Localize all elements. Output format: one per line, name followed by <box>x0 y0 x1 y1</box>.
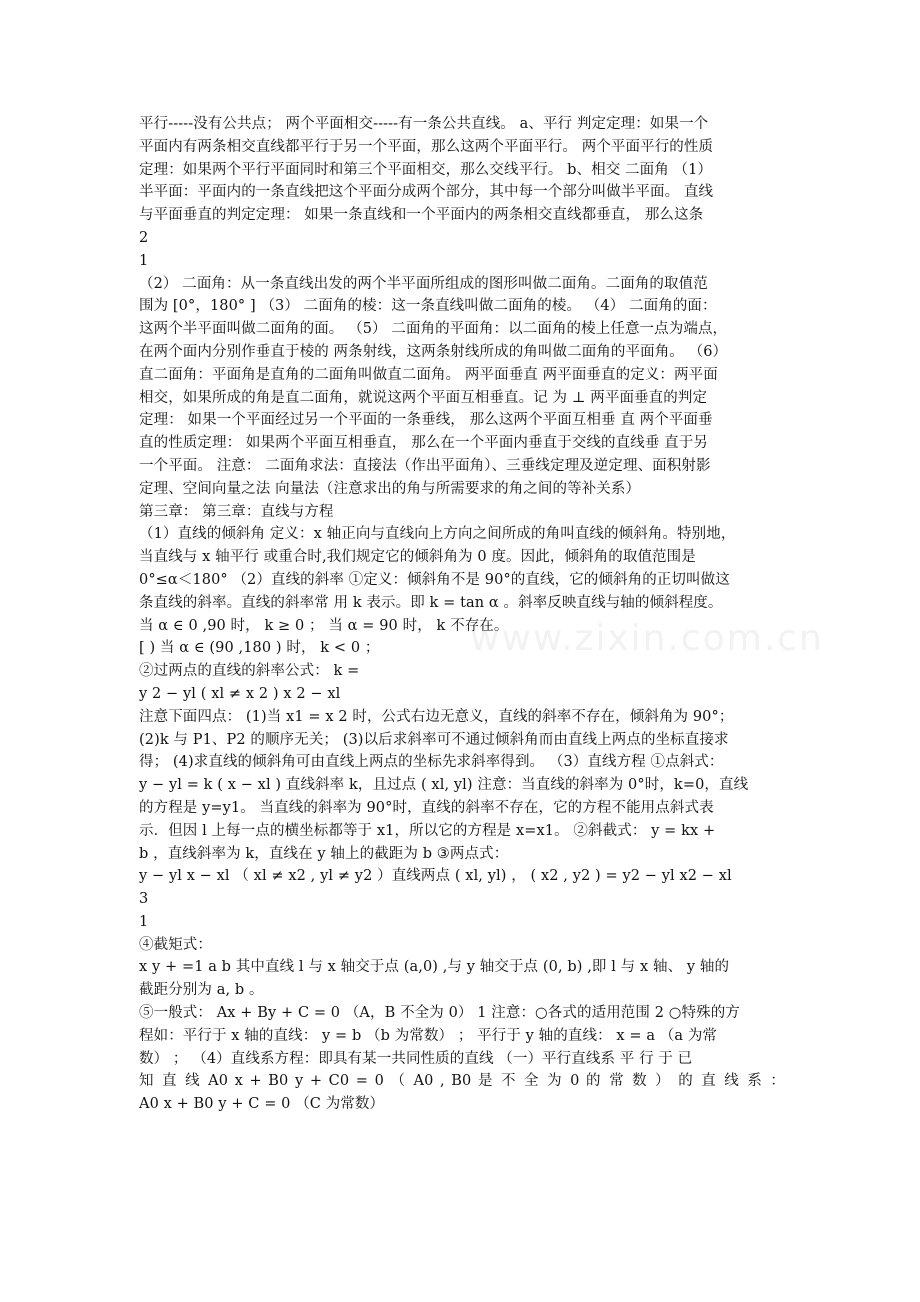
text-line: y − yl x − xl （ xl ≠ x2 , yl ≠ y2 ）直线两点 ( xl, yl) ， ( x2 , y2 ) = y2 − yl x2 − xl <box>139 868 732 885</box>
text-line: 这两个半平面叫做二面角的面。 （5） 二面角的平面角：以二面角的棱上任意一点为端点， <box>139 321 728 338</box>
text-line: 截距分别为 a, b 。 <box>139 982 264 999</box>
text-line: 1 <box>139 913 149 930</box>
text-line: 在两个面内分别作垂直于棱的 两条射线，这两条射线所成的角叫做二面角的平面角。 （6） <box>139 343 728 360</box>
text-line: 平面内有两条相交直线都平行于另一个平面，那么这两个平面平行。 两个平面平行的性质 <box>139 138 714 155</box>
text-line: 定理：如果两个平行平面同时和第三个平面相交，那么交线平行。 b、相交 二面角 （1） <box>139 161 713 178</box>
text-line: 数） ； （4）直线系方程：即具有某一共同性质的直线 （一）平行直线系 平 行 于 已 <box>139 1050 693 1067</box>
text-line: 条直线的斜率。直线的斜率常 用 k 表示。即 k = tan α 。斜率反映直线与轴的倾斜程度。 <box>139 594 723 611</box>
text-line: 注意下面四点： (1)当 x1 = x 2 时，公式右边无意义，直线的斜率不存在，倾斜角为 90°； <box>139 708 734 725</box>
document-body <box>139 113 785 1116</box>
text-line: 一个平面。 注意： 二面角求法：直接法（作出平面角）、三垂线定理及逆定理、面积射影 <box>139 457 711 474</box>
text-line: 3 <box>139 891 149 908</box>
text-line: 半平面：平面内的一条直线把这个平面分成两个部分，其中每一个部分叫做半平面。 直线 <box>139 184 714 201</box>
text-line: x y + =1 a b 其中直线 l 与 x 轴交于点 (a,0) ,与 y 轴交于点 (0, b) ,即 l 与 x 轴、 y 轴的 <box>139 959 730 976</box>
text-line: 当 α ∈ 0 ,90 时， k ≥ 0 ； 当 α = 90 时， k 不存在。 <box>139 617 509 634</box>
text-line: 与平面垂直的判定定理： 如果一条直线和一个平面内的两条相交直线都垂直， 那么这条 <box>139 207 704 224</box>
text-line: （1）直线的倾斜角 定义：x 轴正向与直线向上方向之间所成的角叫直线的倾斜角。特别地， <box>139 526 736 543</box>
text-line: 定理： 如果一个平面经过另一个平面的一条垂线， 那么这两个平面互相垂 直 两个平面垂 <box>139 412 713 429</box>
text-line: ②过两点的直线的斜率公式： k = <box>139 663 360 680</box>
text-line: y 2 − yl ( xl ≠ x 2 ) x 2 − xl <box>139 685 341 702</box>
text-line: ⑤一般式： Ax + By + C = 0 （A，B 不全为 0） 1 注意：○各式的适用范围 2 ○特殊的方 <box>139 1005 740 1022</box>
text-line: 0°≤α＜180° （2）直线的斜率 ①定义：倾斜角不是 90°的直线，它的倾斜角的正切叫做这 <box>139 571 730 588</box>
text-line: 相交，如果所成的角是直二面角，就说这两个平面互相垂直。记 为 ⊥ 两平面垂直的判定 <box>139 389 708 406</box>
text-line: 直的性质定理： 如果两个平面互相垂直， 那么在一个平面内垂直于交线的直线垂 直于另 <box>139 435 708 452</box>
text-line: A0 x + B0 y + C = 0 （C 为常数） <box>139 1096 385 1113</box>
text-line: 围为 [0°，180° ] （3） 二面角的棱：这一条直线叫做二面角的棱。 （4） 二面角的面： <box>139 298 717 315</box>
text-line: y − yl = k ( x − xl ) 直线斜率 k，且过点 ( xl, yl) 注意：当直线的斜率为 0°时，k=0，直线 <box>139 777 749 794</box>
text-line: 的方程是 y=y1。 当直线的斜率为 90°时，直线的斜率不存在，它的方程不能用点斜式表 <box>139 799 714 816</box>
watermark: www.zixin.com.cn <box>470 618 824 659</box>
text-line: [ ) 当 α ∈ (90 ,180 ) 时， k < 0 ； <box>139 640 380 657</box>
text-line: 2 <box>139 229 149 246</box>
text-line: 程如：平行于 x 轴的直线： y = b （b 为常数） ； 平行于 y 轴的直线： x = a （a 为常 <box>139 1027 718 1044</box>
text-line: b ，直线斜率为 k，直线在 y 轴上的截距为 b ③两点式： <box>139 845 509 862</box>
text-line: 1 <box>139 252 149 269</box>
text-line: 平行-----没有公共点； 两个平面相交-----有一条公共直线。 a、平行 判定定理：如果一个 <box>139 116 709 132</box>
text-line: 知 直 线 A0 x + B0 y + C0 = 0 （ A0 , B0 是 不 全 为 0 的 常 数 ） 的 直 线 系 ： <box>139 1073 785 1090</box>
text-line: ④截矩式： <box>139 936 212 953</box>
text-line: （2） 二面角：从一条直线出发的两个半平面所组成的图形叫做二面角。二面角的取值范 <box>139 275 708 292</box>
text-line: 直二面角：平面角是直角的二面角叫做直二面角。 两平面垂直 两平面垂直的定义：两平面 <box>139 366 718 383</box>
text-line: (2)k 与 P1、P2 的顺序无关； (3)以后求斜率可不通过倾斜角而由直线上两点的坐标直接求 <box>139 731 729 748</box>
text-line: 当直线与 x 轴平行 或重合时,我们规定它的倾斜角为 0 度。因此，倾斜角的取值范围是 <box>139 549 696 566</box>
text-line: 第三章： 第三章：直线与方程 <box>139 503 334 520</box>
text-line: 示．但因 l 上每一点的横坐标都等于 x1，所以它的方程是 x=x1。 ②斜截式： y = kx + <box>139 822 716 839</box>
text-line: 得； (4)求直线的倾斜角可由直线上两点的坐标先求斜率得到。 （3）直线方程 ①点斜式： <box>139 754 724 771</box>
text-line: 定理、空间向量之法 向量法（注意求出的角与所需要求的角之间的等补关系） <box>139 480 641 497</box>
